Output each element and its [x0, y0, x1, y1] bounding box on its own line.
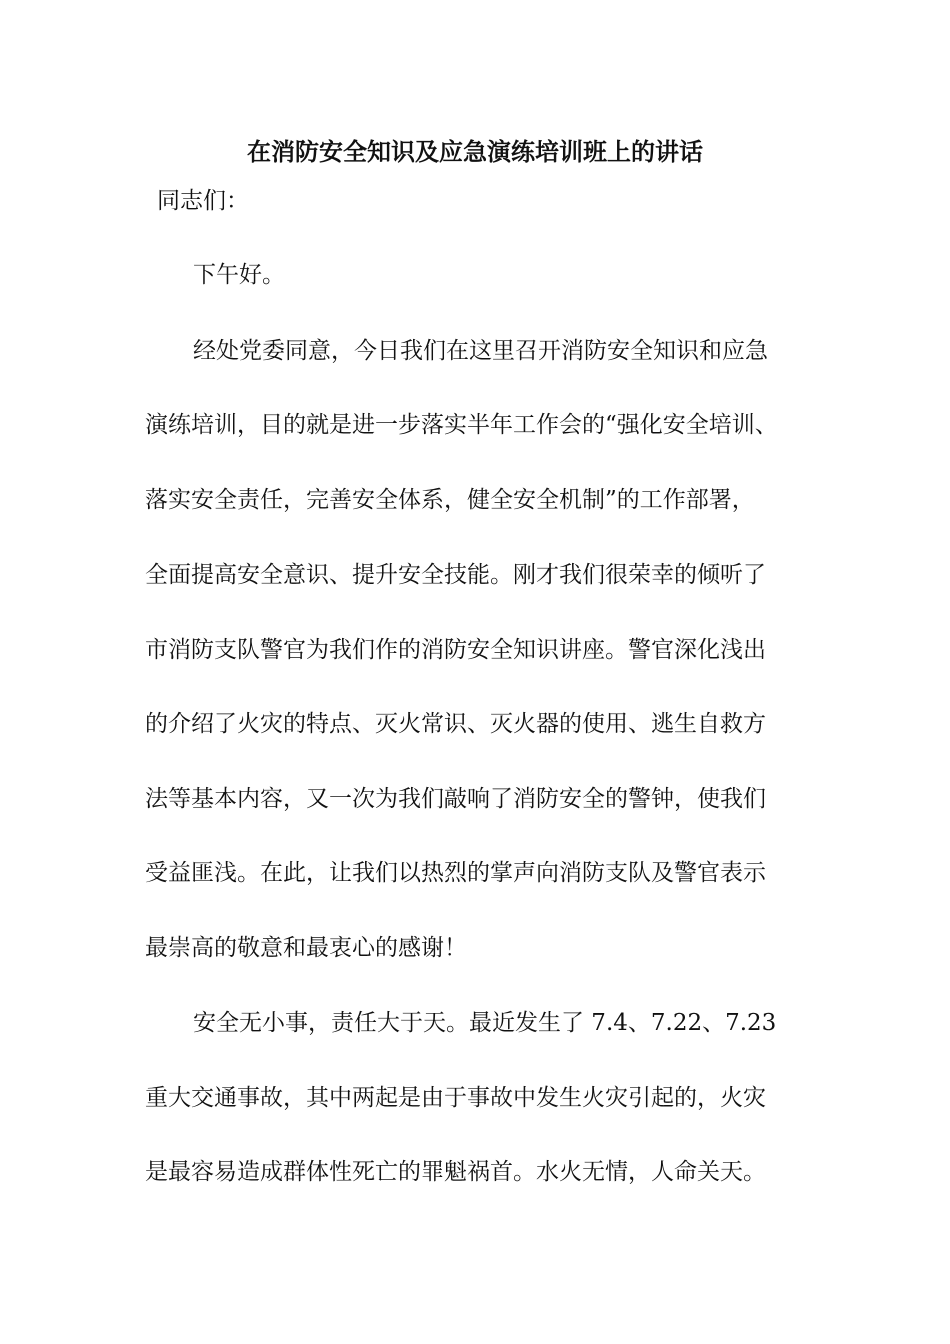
paragraph2-line: 重大交通事故，其中两起是由于事故中发生火灾引起的，火灾 — [145, 1085, 766, 1111]
paragraph1-line: 演练培训，目的就是进一步落实半年工作会的“强化安全培训、 — [145, 412, 778, 438]
paragraph2-line: 是最容易造成群体性死亡的罪魁祸首。水火无情，人命关天。 — [145, 1159, 766, 1185]
greeting: 下午好。 — [193, 262, 285, 288]
document-title: 在消防安全知识及应急演练培训班上的讲话 — [247, 138, 703, 166]
paragraph2-line: 安全无小事，责任大于天。最近发生了 7.4、7.22、7.23 — [193, 1010, 777, 1036]
paragraph1-line: 最崇高的敬意和最衷心的感谢！ — [145, 935, 467, 961]
paragraph1-line: 落实安全责任，完善安全体系，健全安全机制”的工作部署， — [145, 487, 755, 513]
paragraph1-line: 受益匪浅。在此，让我们以热烈的掌声向消防支队及警官表示 — [145, 860, 766, 886]
paragraph1-line: 经处党委同意，今日我们在这里召开消防安全知识和应急 — [193, 338, 768, 364]
paragraph1-line: 市消防支队警官为我们作的消防安全知识讲座。警官深化浅出 — [145, 637, 766, 663]
paragraph1-line: 全面提高安全意识、提升安全技能。刚才我们很荣幸的倾听了 — [145, 562, 766, 588]
paragraph1-line: 法等基本内容，又一次为我们敲响了消防安全的警钟，使我们 — [145, 786, 766, 812]
paragraph1-line: 的介绍了火灾的特点、灭火常识、灭火器的使用、逃生自救方 — [145, 711, 766, 737]
salutation: 同志们： — [157, 188, 249, 214]
